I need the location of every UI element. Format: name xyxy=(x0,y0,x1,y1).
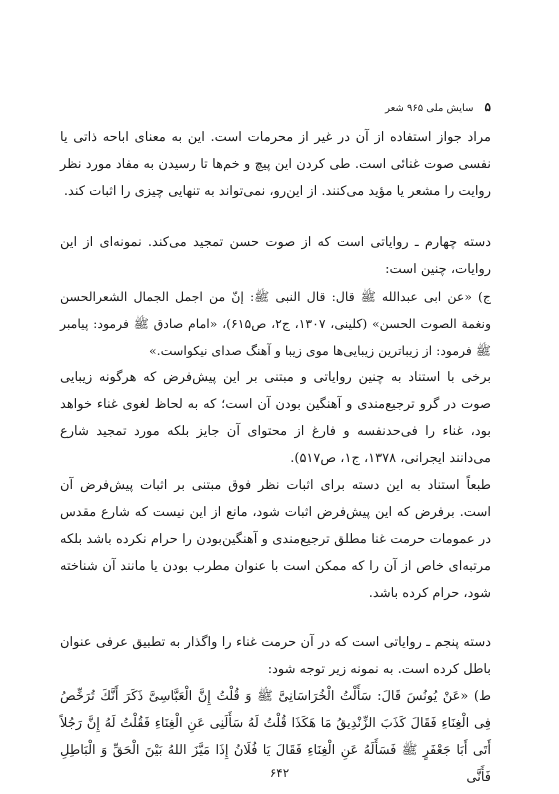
paragraph-1: مراد جواز استفاده از آن در غیر از محرمات است. این به معنای اباحه ذاتی یا نفسی صوت غنائی است. طی کردن این پیچ و خم‌ها تا رسیدن به مفاد مورد نظر روایت را مشعر یا مؤید می‌کنند. از این‌رو، نمی‌تواند به تنهایی چیزی را اثبات کند. xyxy=(60,130,492,199)
paragraph-2: دسته چهارم ـ روایاتی است که از صوت حسن تمجید می‌کند. نمونه‌ای از این روایات، چنین است: xyxy=(60,235,491,277)
page-number: ۶۴۲ xyxy=(269,766,290,780)
spacer xyxy=(60,607,491,629)
paragraph-3-hadith: ج) «عن ابی عبدالله ﷺ قال: قال النبی ﷺ: إنّ من اجمل الجمال الشعرالحسن ونغمة الصوت الحسن» (کلینی، ۱۳۰۷، ج۲، ص۶۱۵)، «امام صادق ﷺ فرمود: پیامبر ﷺ فرمود: از زیباترین زیبایی‌ها موی زیبا و آهنگ صدای نیکواست.» xyxy=(60,289,491,358)
main-text xyxy=(60,124,491,791)
paragraph-5: طبعاً استناد به این دسته برای اثبات نظر فوق مبتنی بر اثبات پیش‌فرض آن است. برفرض که این پیش‌فرض اثبات شود، مانع از این نیست که شارع مقدس در عمومات حرمت غنا مطلق ترجیع‌مندی و آهنگین‌بودن را حرام نکرده باشد بلکه مرتبه‌ای خاص از آن را که ممکن است با عنوان مطرب بودن یا مانند آن شناخته شود، حرام کرده باشد. xyxy=(60,478,491,601)
chapter-title: سایش ملی ۹۶۵ شعر xyxy=(385,103,474,114)
running-header xyxy=(60,96,491,112)
paragraph-7-arabic: ط) «عَنْ یُونُسَ قَالَ: سَأَلْتُ الْخُرَاسَانِیَّ ﷺ وَ قُلْتُ إِنَّ الْعَبَّاسِیَّ ذَكَرَ أَنَّكَ تُرَخِّصُ فِی الْغِنَاءِ فَقَالَ كَذَبَ الزِّنْدِیقُ مَا هَكَذَا قُلْتُ لَهُ سَأَلَنِی عَنِ الْغِنَاءِ فَقُلْتُ لَهُ إِنَّ رَجُلاً أَتَی أَبَا جَعْفَرٍ ﷺ فَسَأَلَهُ عَنِ الْغِنَاءِ فَقَالَ یَا فُلَانُ إِذَا مَیَّزَ اللهُ بَیْنَ الْحَقِّ وَ الْبَاطِلِ فَأَنَّی xyxy=(60,689,491,785)
paragraph-6: دسته پنجم ـ روایاتی است که در آن حرمت غناء را واگذار به تطبیق عرفی عنوان باطل کرده است. به نمونه زیر توجه شود: xyxy=(60,635,491,677)
paragraph-4: برخی با استناد به چنین روایاتی و مبتنی بر این پیش‌فرض که هرگونه زیبایی صوت در گرو ترجیع‌مندی و آهنگین بودن آن است؛ که به لحاظ لغوی غناء خواهد بود، غناء را فی‌حدنفسه و فارغ از محتوای آن جایز بلکه مورد تمجید شارع می‌دانند ایجرانی، ۱۳۷۸، ج۱، ص۵۱۷). xyxy=(60,370,491,466)
spacer xyxy=(60,205,491,229)
chapter-number: ۵ xyxy=(484,100,491,114)
